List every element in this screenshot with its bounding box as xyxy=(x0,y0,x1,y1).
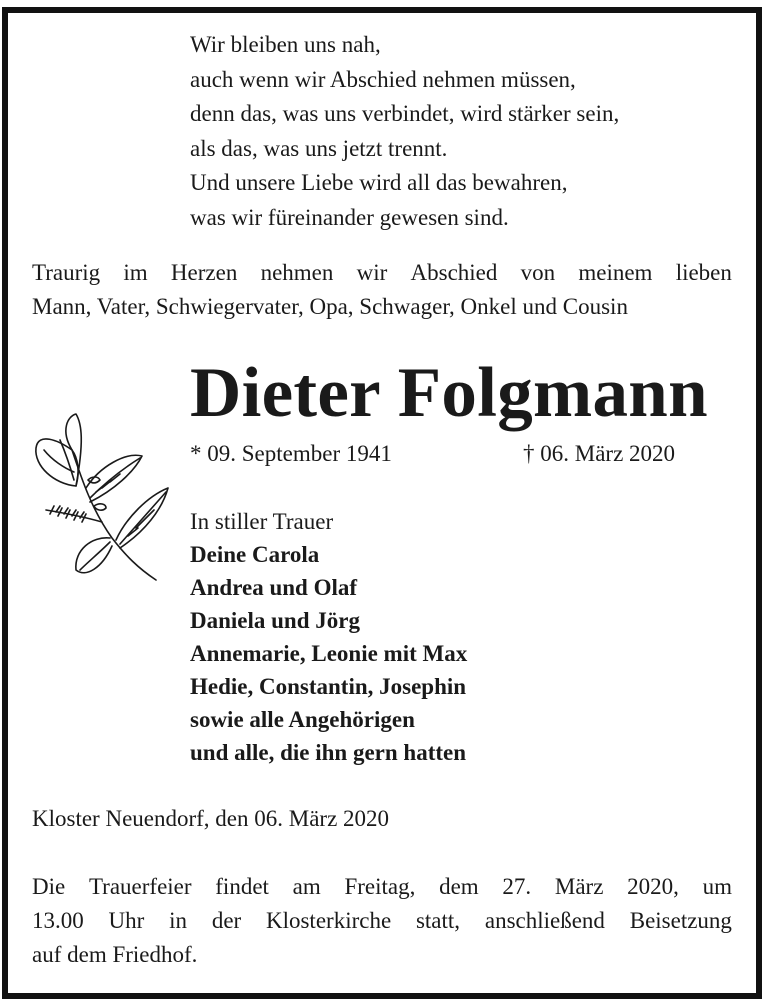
funeral-word: Beisetzung xyxy=(629,908,732,933)
funeral-word: Die xyxy=(32,874,66,899)
mourner-name: Daniela und Jörg xyxy=(190,608,360,633)
place-date: Kloster Neuendorf, den 06. März 2020 xyxy=(32,806,390,831)
intro-word: Herzen xyxy=(170,260,238,285)
mourner-name: Annemarie, Leonie mit Max xyxy=(190,641,468,666)
poem-line: was wir füreinander gewesen sind. xyxy=(190,204,509,230)
poem-line: Wir bleiben uns nah, xyxy=(190,32,381,57)
death-date: † 06. März 2020 xyxy=(523,441,676,466)
funeral-word: in xyxy=(169,908,188,933)
funeral-word: statt, xyxy=(415,908,461,933)
mourner-name: Andrea und Olaf xyxy=(190,575,358,600)
mourner-name: sowie alle Angehörigen xyxy=(190,707,415,732)
funeral-word: 13.00 xyxy=(32,908,84,933)
funeral-word: am xyxy=(292,874,321,899)
mourner-name: Hedie, Constantin, Josephin xyxy=(190,674,467,699)
intro-word: im xyxy=(123,260,148,285)
intro-text xyxy=(32,256,732,324)
poem-line: auch wenn wir Abschied nehmen müssen, xyxy=(190,66,576,92)
funeral-word: März xyxy=(554,874,604,899)
funeral-notice xyxy=(32,870,732,972)
funeral-word: Trauerfeier xyxy=(88,874,192,899)
intro-word: nehmen xyxy=(260,260,334,285)
deceased-name: Dieter Folgmann xyxy=(190,354,708,432)
birth-date: * 09. September 1941 xyxy=(190,441,392,466)
mourners-heading: In stiller Trauer xyxy=(190,509,334,534)
calla-lily-icon xyxy=(30,410,170,590)
funeral-word: Uhr xyxy=(108,908,145,933)
poem-line: als das, was uns jetzt trennt. xyxy=(190,135,448,161)
intro-word: lieben xyxy=(675,260,732,285)
funeral-word: Klosterkirche xyxy=(265,908,392,933)
funeral-word: der xyxy=(211,908,242,933)
intro-word: wir xyxy=(356,260,388,285)
intro-word: von xyxy=(520,260,556,285)
funeral-line-2 xyxy=(32,904,732,938)
funeral-word: anschließend xyxy=(484,908,605,933)
intro-word: Abschied xyxy=(410,260,498,285)
funeral-word: um xyxy=(702,874,732,899)
intro-word: meinem xyxy=(578,260,653,285)
mourner-name: und alle, die ihn gern hatten xyxy=(190,740,467,765)
funeral-word: dem xyxy=(439,874,479,899)
mourners-block xyxy=(190,505,467,769)
intro-line-1 xyxy=(32,256,732,290)
funeral-word: Freitag, xyxy=(344,874,416,899)
mourner-name: Deine Carola xyxy=(190,542,320,567)
funeral-word: 2020, xyxy=(627,874,679,899)
funeral-word: findet xyxy=(215,874,269,899)
poem-line: Und unsere Liebe wird all das bewahren, xyxy=(190,170,568,195)
intro-word: Traurig xyxy=(32,260,101,285)
intro-line-2: Mann, Vater, Schwiegervater, Opa, Schwager, Onkel und Cousin xyxy=(32,294,628,319)
funeral-line-3: auf dem Friedhof. xyxy=(32,942,198,967)
poem xyxy=(190,28,619,235)
funeral-word: 27. xyxy=(502,874,532,899)
funeral-line-1 xyxy=(32,870,732,904)
poem-line: denn das, was uns verbindet, wird stärker sein, xyxy=(190,101,620,126)
